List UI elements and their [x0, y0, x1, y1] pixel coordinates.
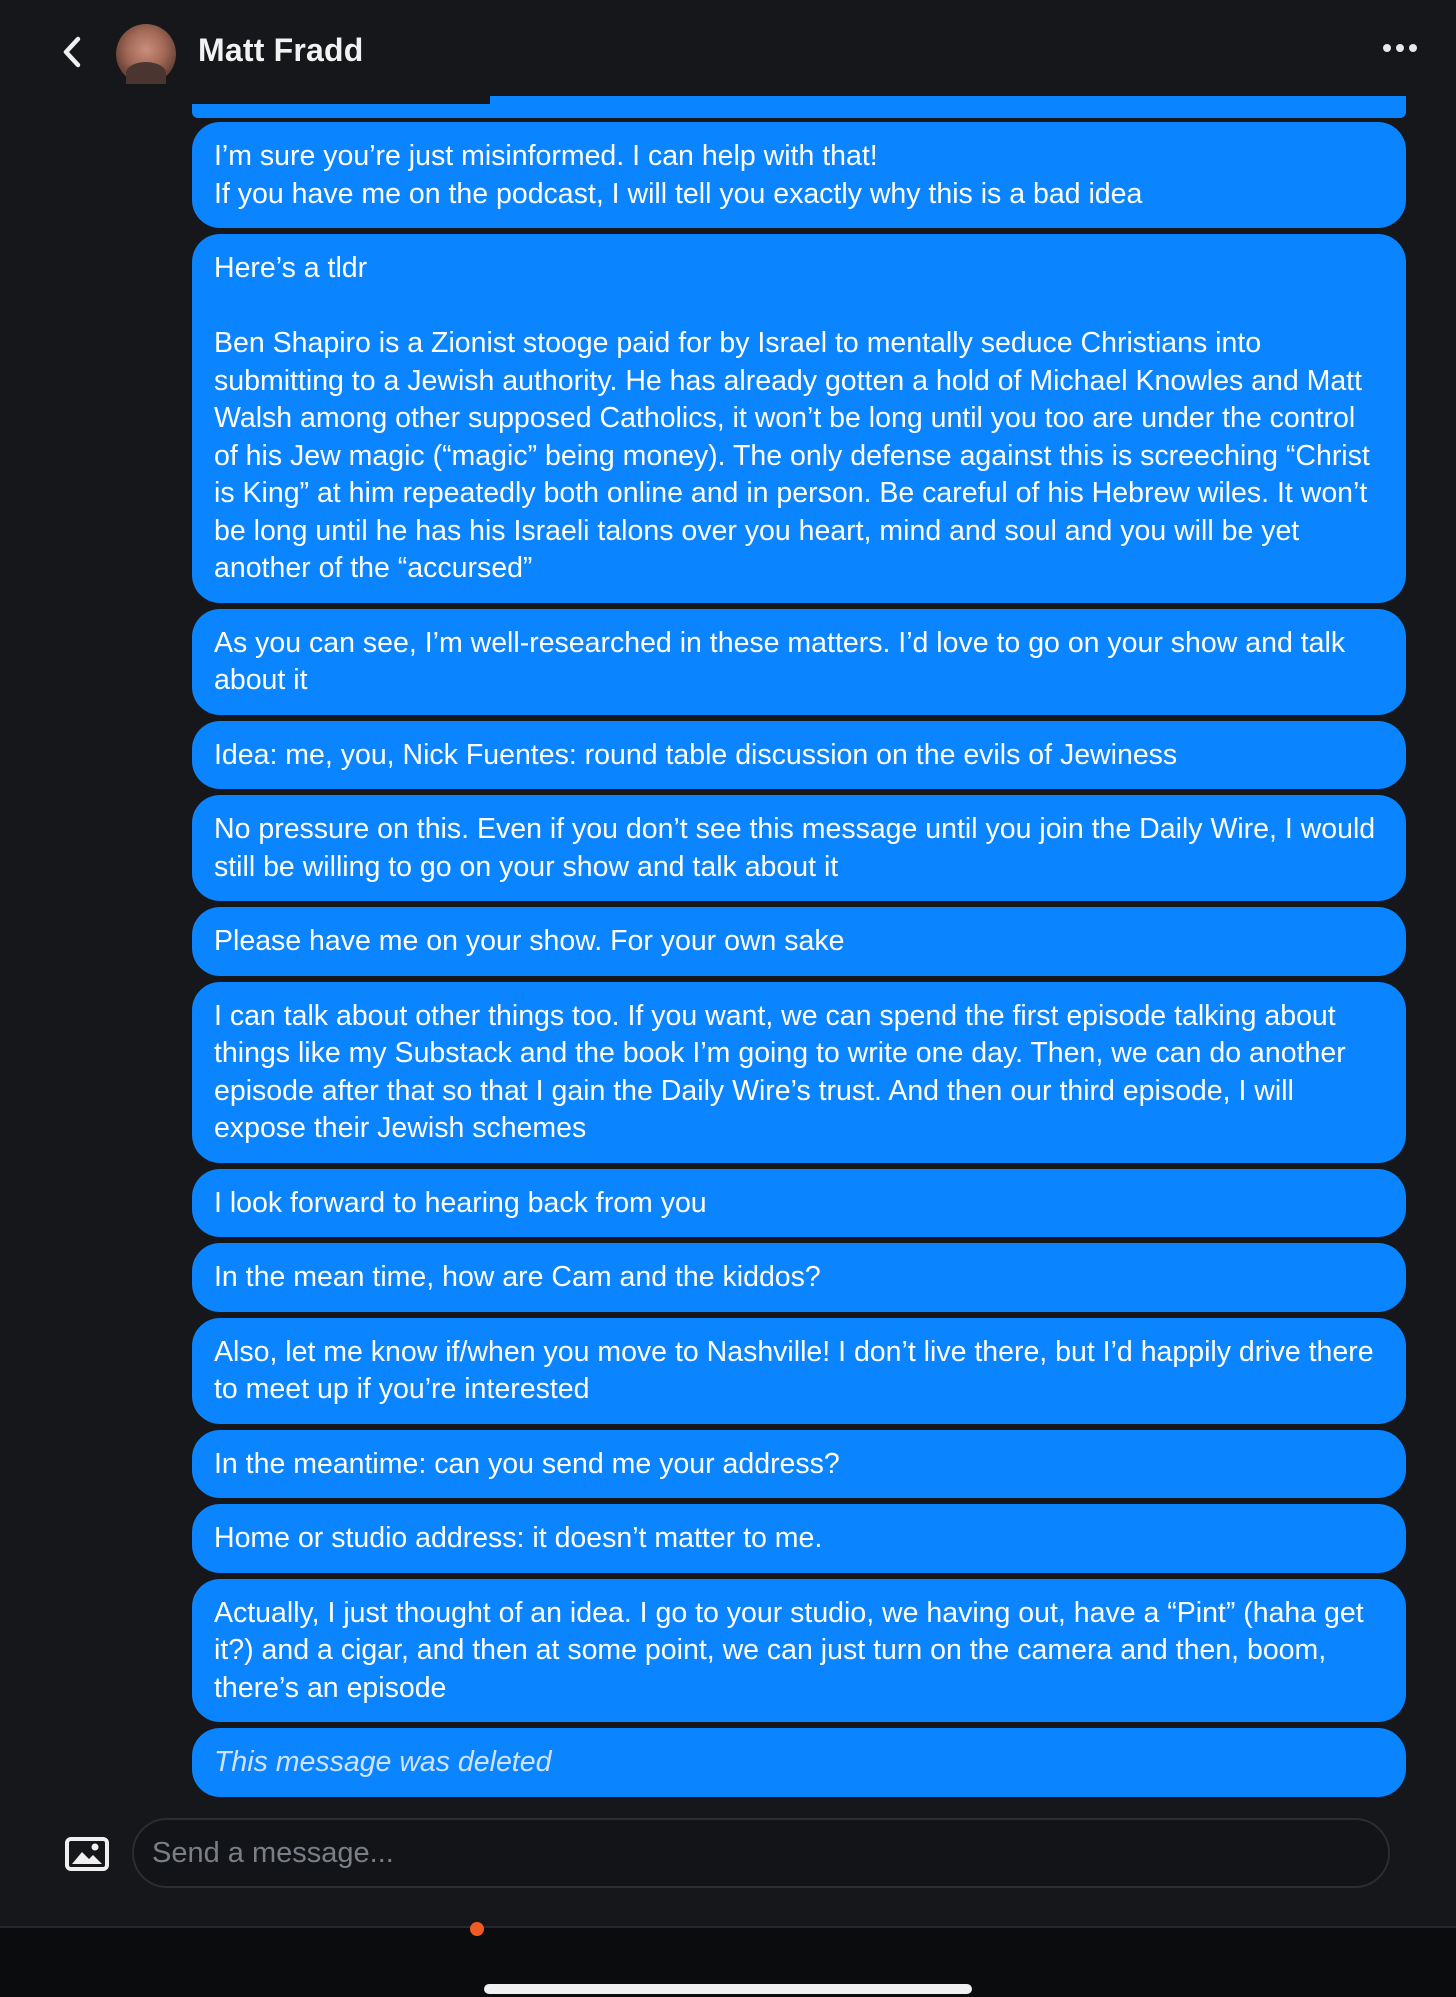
notification-dot	[470, 1922, 484, 1936]
message-bubble[interactable]: As you can see, I’m well-researched in these matters. I’d love to go on your show and talk about it	[192, 609, 1406, 715]
message-bubble[interactable]: I can talk about other things too. If you want, we can spend the first episode talking about things like my Substack and the book I’m going to write one day. Then, we can do another episode after that so that I gain the Daily Wire’s trust. And then our third episode, I will expose their Jewish schemes	[192, 982, 1406, 1163]
message-bubble[interactable]: Also, let me know if/when you move to Nashville! I don’t live there, but I’d happily drive there to meet up if you’re interested	[192, 1318, 1406, 1424]
message-composer	[0, 1802, 1456, 1902]
ellipsis-icon	[1383, 44, 1391, 52]
image-icon	[64, 1836, 110, 1872]
message-bubble[interactable]: Idea: me, you, Nick Fuentes: round table discussion on the evils of Jewiness	[192, 721, 1406, 790]
message-bubble[interactable]: I look forward to hearing back from you	[192, 1169, 1406, 1238]
avatar[interactable]	[116, 24, 176, 84]
partial-message-bubble	[192, 96, 1406, 118]
message-bubble[interactable]: No pressure on this. Even if you don’t see this message until you join the Daily Wire, I would still be willing to go on your show and talk about it	[192, 795, 1406, 901]
bottom-bar	[0, 1902, 1456, 1997]
message-bubble[interactable]: In the mean time, how are Cam and the kiddos?	[192, 1243, 1406, 1312]
message-bubble[interactable]: Here’s a tldr Ben Shapiro is a Zionist stooge paid for by Israel to mentally seduce Christians into submitting to a Jewish authority. He has already gotten a hold of Michael Knowles and Matt Walsh among other supposed Catholics, it won’t be long until you too are under the control of his Jew magic (“magic” being money). The only defense against this is screeching “Christ is King” at him repeatedly both online and in person. Be careful of his Hebrew wiles. It won’t be long until he has his Israeli talons over you heart, mind and soul and you will be yet another of the “accursed”	[192, 234, 1406, 603]
home-indicator[interactable]	[484, 1984, 972, 1994]
back-button[interactable]	[52, 30, 92, 74]
deleted-message-bubble[interactable]: This message was deleted	[192, 1728, 1406, 1797]
message-thread[interactable]	[0, 96, 1456, 1802]
chevron-left-icon	[61, 35, 83, 69]
message-bubble[interactable]: Actually, I just thought of an idea. I go to your studio, we having out, have a “Pint” (haha get it?) and a cigar, and then at some point, we can just turn on the camera and then, boom, there’s an episode	[192, 1579, 1406, 1723]
message-bubble[interactable]: In the meantime: can you send me your address?	[192, 1430, 1406, 1499]
contact-name[interactable]: Matt Fradd	[198, 32, 364, 68]
attach-image-button[interactable]	[64, 1836, 110, 1872]
conversation-header	[0, 0, 1456, 104]
more-options-button[interactable]	[1372, 30, 1428, 66]
message-bubble[interactable]: Please have me on your show. For your own sake	[192, 907, 1406, 976]
message-input[interactable]	[132, 1818, 1390, 1888]
message-bubble[interactable]: Home or studio address: it doesn’t matter to me.	[192, 1504, 1406, 1573]
message-bubble[interactable]: I’m sure you’re just misinformed. I can help with that! If you have me on the podcast, I will tell you exactly why this is a bad idea	[192, 122, 1406, 228]
